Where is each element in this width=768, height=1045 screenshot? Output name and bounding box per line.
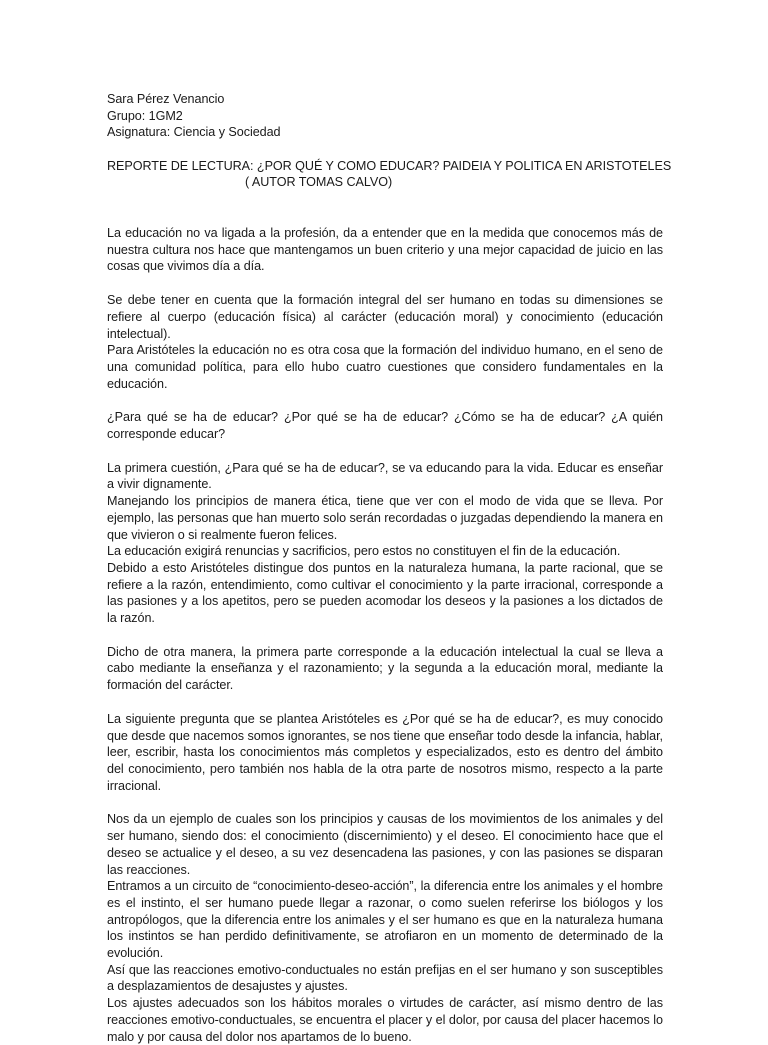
paragraph-6: Manejando los principios de manera ética, tiene que ver con el modo de vida que se lleva. Por ejemplo, las personas que han muerto solo serán recordadas o juzgadas dependiendo la manera en que vivieron o si realmente fueron felices.: [107, 494, 663, 542]
paragraph-3: Para Aristóteles la educación no es otra cosa que la formación del individuo humano, en el seno de una comunidad política, para ello hubo cuatro cuestiones que considero fundamentales en la educación.: [107, 343, 663, 391]
spacer: [107, 794, 663, 811]
group-line: Grupo: 1GM2: [107, 108, 183, 123]
spacer: [107, 191, 663, 225]
document-page: [107, 91, 672, 1045]
paragraph-8: Debido a esto Aristóteles distingue dos puntos en la naturaleza humana, la parte racional, que se refiere a la razón, entendimiento, como cultivar el conocimiento y la parte irracional, corresponde a las pasiones y a los apetitos, pero se pueden acomodar los deseos y la pasiones a los dictados de la razón.: [107, 560, 663, 626]
spacer: [107, 275, 663, 292]
spacer: [107, 443, 663, 460]
paragraph-12: Entramos a un circuito de “conocimiento-deseo-acción”, la diferencia entre los animales y el hombre es el instinto, el ser humano puede llegar a razonar, o como suelen referirse los biólogos y los antropólogos, que la diferencia entre los animales y el ser humano es que en la naturaleza humana los instintos se han perdido definitivamente, se atrofiaron en un momento de determinado de la evolución.: [107, 879, 663, 961]
paragraph-11: Nos da un ejemplo de cuales son los principios y causas de los movimientos de los animales y del ser humano, siendo dos: el conocimiento (discernimiento) y el deseo. El conocimiento hace que el deseo se actualice y el deseo, a su vez desencadena las pasiones, y con las pasiones se disparan las reacciones.: [107, 812, 663, 877]
subject-line: Asignatura: Ciencia y Sociedad: [107, 125, 281, 140]
paragraph-5: La primera cuestión, ¿Para qué se ha de educar?, se va educando para la vida. Educar es enseñar a vivir dignamente.: [107, 460, 663, 492]
paragraph-1: La educación no va ligada a la profesión, da a entender que en la medida que conocemos más de nuestra cultura nos hace que mantengamos un buen criterio y una mejor capacidad de juicio en las cosas que vivimos día a día.: [107, 226, 663, 274]
paragraph-4: ¿Para qué se ha de educar? ¿Por qué se ha de educar? ¿Cómo se ha de educar? ¿A quién corresponde educar?: [107, 410, 663, 442]
author-name: Sara Pérez Venancio: [107, 92, 225, 106]
spacer: [107, 392, 663, 409]
paragraph-13: Así que las reacciones emotivo-conductuales no están prefijas en el ser humano y son susceptibles a desplazamientos de desajustes y ajustes.: [107, 962, 663, 994]
report-author: ( AUTOR TOMAS CALVO): [245, 175, 393, 190]
paragraph-14: Los ajustes adecuados son los hábitos morales o virtudes de carácter, así mismo dentro de las reacciones emotivo-conductuales, se encuentra el placer y el dolor, por causa del placer hacemos lo malo y por causa del dolor nos apartamos de lo bueno.: [107, 996, 663, 1044]
report-title: REPORTE DE LECTURA: ¿POR QUÉ Y COMO EDUCAR? PAIDEIA Y POLITICA EN ARISTOTELES: [107, 158, 672, 173]
paragraph-10: La siguiente pregunta que se plantea Aristóteles es ¿Por qué se ha de educar?, es muy conocido que desde que nacemos somos ignorantes, se nos tiene que enseñar todo desde la infancia, hablar, leer, escribir, hasta los conocimientos más completos y especializados, esto es dentro del ámbito del conocimiento, pero también nos habla de la otra parte de nosotros mismo, respecto a la parte irracional.: [107, 711, 663, 793]
spacer: [107, 627, 663, 644]
paragraph-2: Se debe tener en cuenta que la formación integral del ser humano en todas su dimensiones se refiere al cuerpo (educación física) al carácter (educación moral) y conocimiento (educación intelectual).: [107, 293, 663, 341]
spacer: [107, 694, 663, 711]
paragraph-7: La educación exigirá renuncias y sacrificios, pero estos no constituyen el fin de la educación.: [107, 544, 621, 559]
paragraph-9: Dicho de otra manera, la primera parte corresponde a la educación intelectual la cual se lleva a cabo mediante la enseñanza y el razonamiento; y la segunda a la educación moral, mediante la formación del carácter.: [107, 644, 663, 693]
